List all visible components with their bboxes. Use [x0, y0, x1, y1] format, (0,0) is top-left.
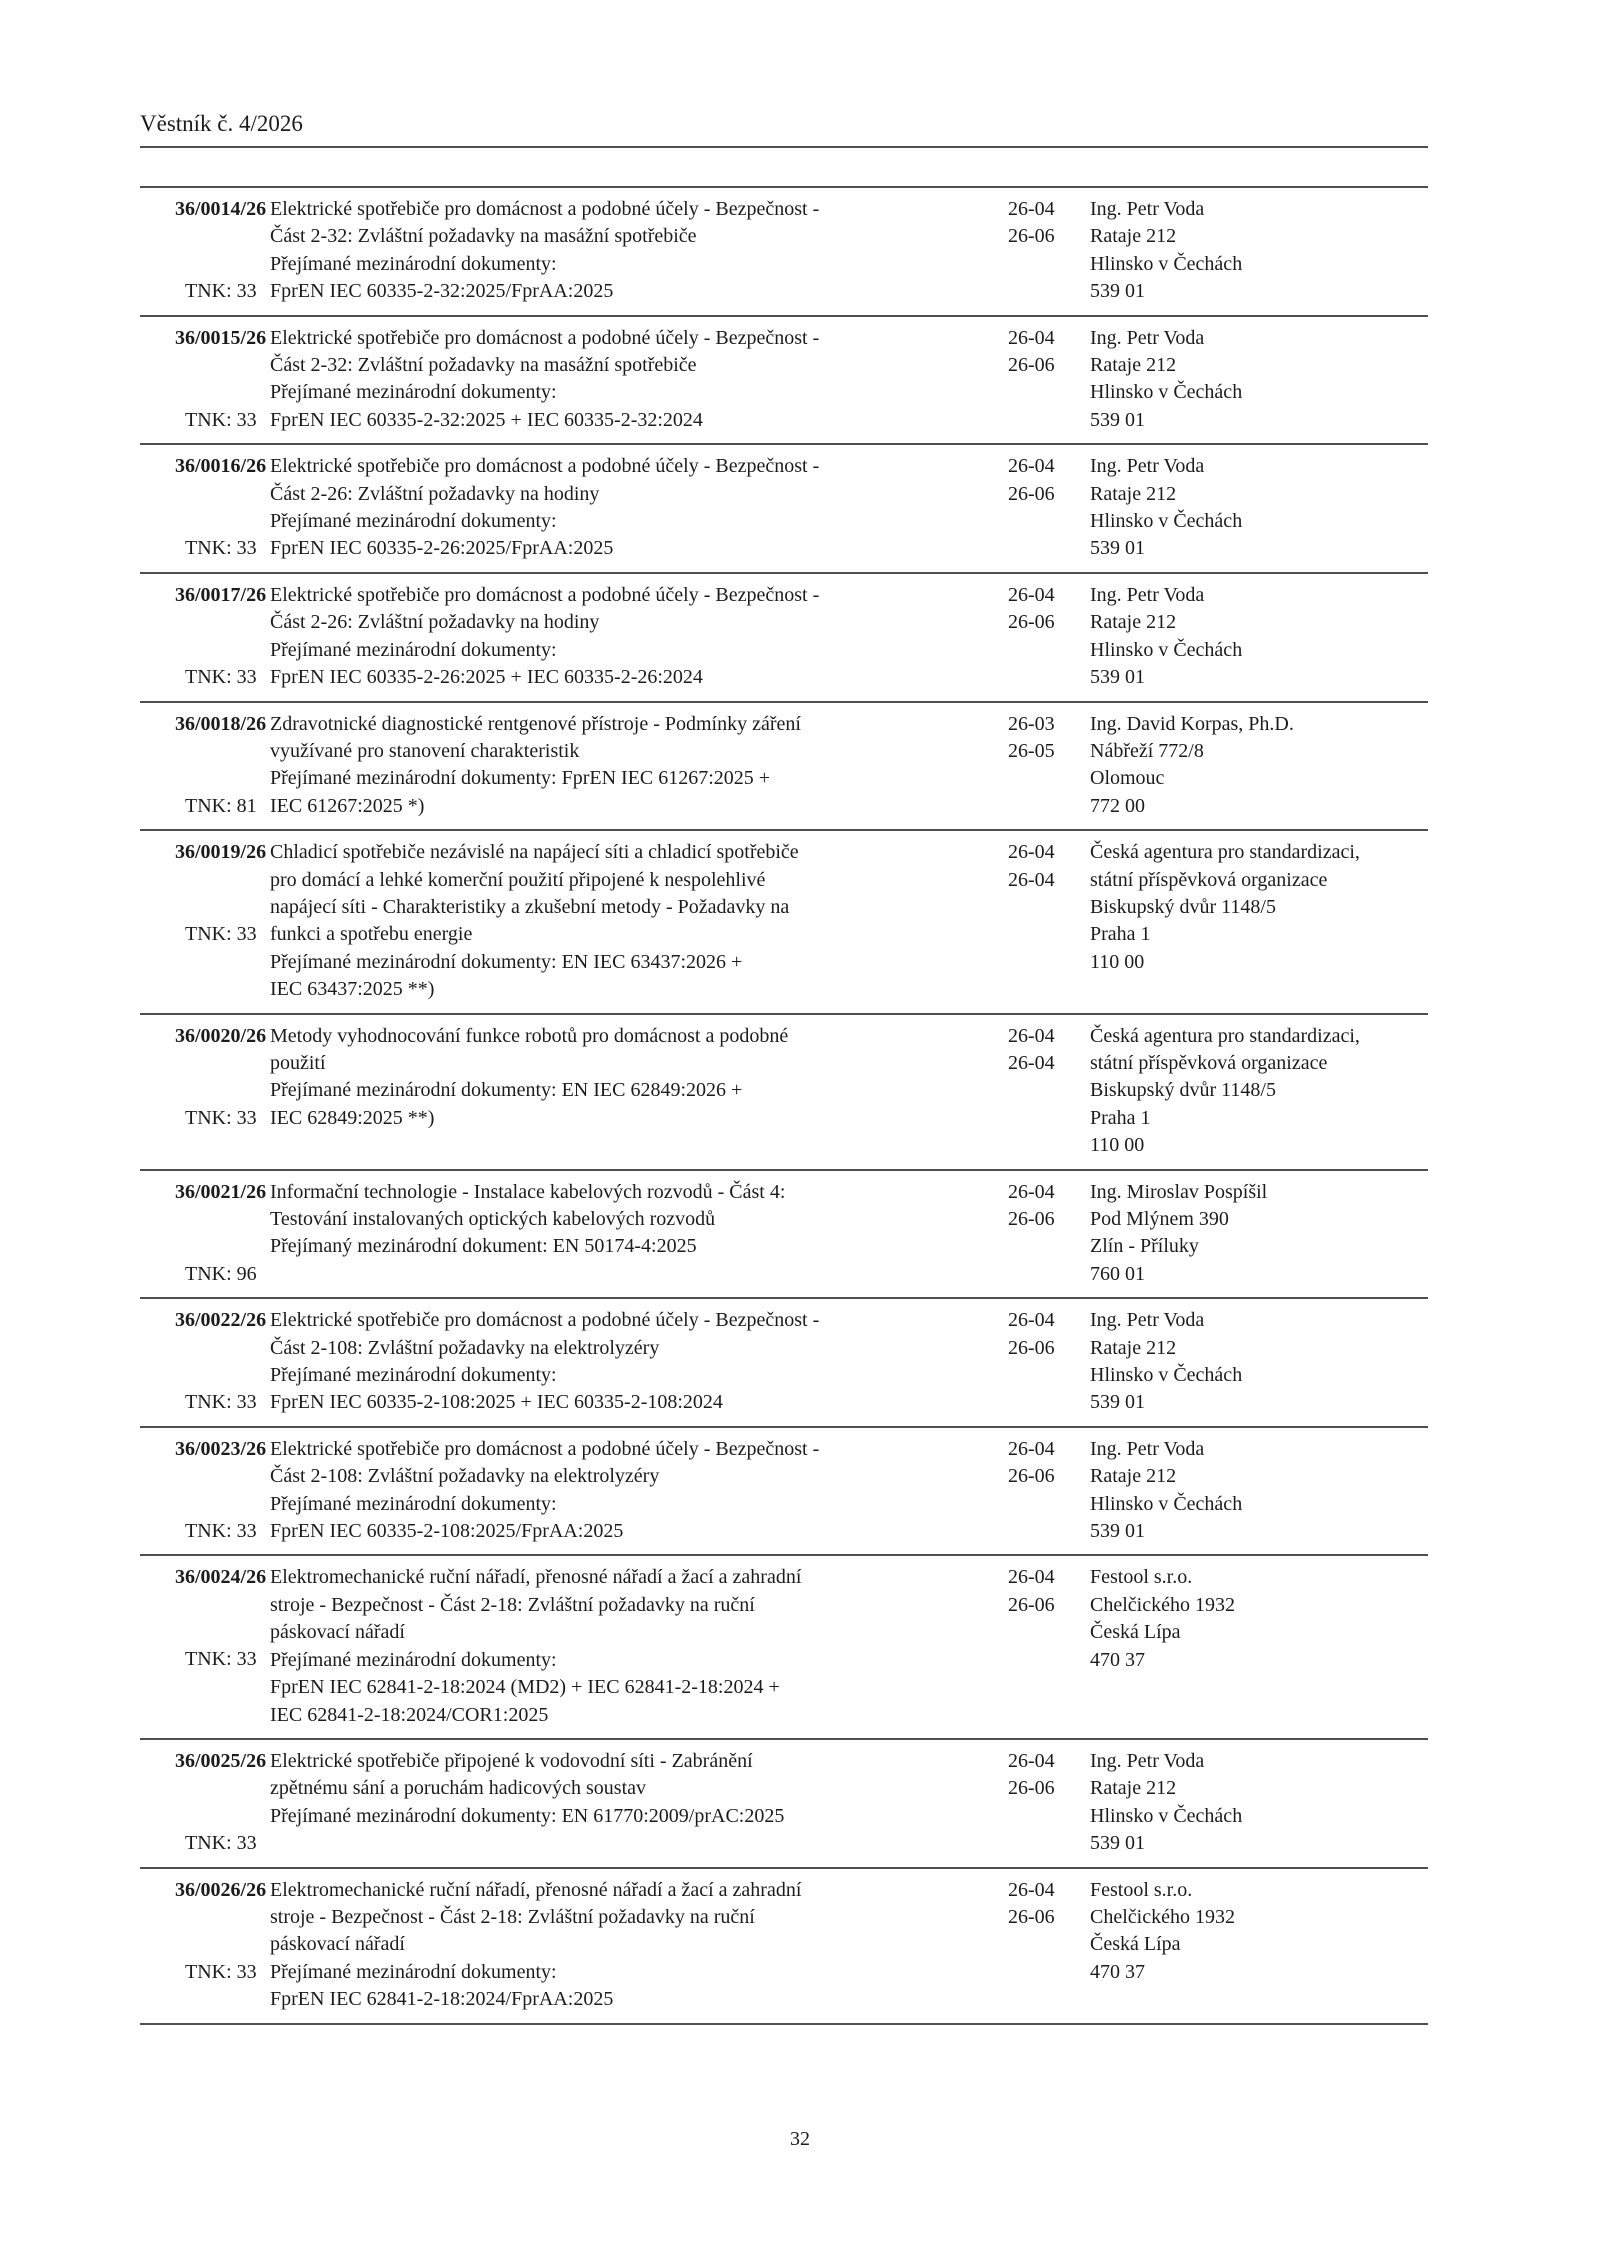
entry-tnk: TNK: 33: [185, 1648, 257, 1671]
entry-contact: [1090, 711, 1428, 821]
entry-description: [270, 1748, 1008, 1858]
text-line: pro domácí a lehké komerční použití připojené k nespolehlivé: [270, 868, 766, 891]
text-line: Česká Lípa: [1090, 1933, 1181, 1956]
text-line: funkci a spotřebu energie: [270, 923, 473, 946]
text-line: Část 2-32: Zvláštní požadavky na masážní spotřebiče: [270, 354, 697, 377]
text-line: Hlinsko v Čechách: [1090, 1492, 1243, 1515]
entry-tnk: TNK: 33: [185, 1960, 257, 1983]
entry-tnk: TNK: 33: [185, 1831, 257, 1854]
entry-number: 36/0024/26: [175, 1566, 267, 1589]
text-line: 539 01: [1090, 1832, 1145, 1855]
text-line: Část 2-108: Zvláštní požadavky na elektrolyzéry: [270, 1336, 660, 1359]
text-line: Část 2-26: Zvláštní požadavky na hodiny: [270, 482, 600, 505]
text-line: Přejímané mezinárodní dokumenty:: [270, 638, 557, 661]
entry-dates: [1008, 1436, 1090, 1546]
text-line: 26-06: [1008, 482, 1055, 505]
entry-tnk: TNK: 96: [185, 1262, 257, 1285]
text-line: Část 2-32: Zvláštní požadavky na masážní spotřebiče: [270, 225, 697, 248]
text-line: Ing. Petr Voda: [1090, 1309, 1205, 1332]
text-line: Ing. Petr Voda: [1090, 455, 1205, 478]
text-line: Přejímaný mezinárodní dokument: EN 50174-4:2025: [270, 1235, 697, 1258]
text-line: Přejímané mezinárodní dokumenty: EN IEC 63437:2026 +: [270, 950, 743, 973]
text-line: 26-05: [1008, 739, 1055, 762]
text-line: 539 01: [1090, 1391, 1145, 1414]
text-line: Olomouc: [1090, 767, 1165, 790]
entry-number: 36/0020/26: [175, 1024, 267, 1047]
text-line: Ing. Petr Voda: [1090, 1437, 1205, 1460]
text-line: 26-03: [1008, 712, 1055, 735]
document-sheet: [140, 0, 1428, 2025]
text-line: Přejímané mezinárodní dokumenty:: [270, 1492, 557, 1515]
entries-table: [140, 186, 1428, 2025]
text-line: 539 01: [1090, 1520, 1145, 1543]
text-line: Ing. Petr Voda: [1090, 583, 1205, 606]
text-line: Ing. Petr Voda: [1090, 1749, 1205, 1772]
text-line: páskovací nářadí: [270, 1621, 405, 1644]
text-line: Hlinsko v Čechách: [1090, 252, 1243, 275]
table-row: [140, 703, 1428, 832]
text-line: 26-04: [1008, 455, 1055, 478]
entry-description: [270, 582, 1008, 692]
text-line: 470 37: [1090, 1960, 1145, 1983]
table-row: [140, 1869, 1428, 2025]
text-line: Testování instalovaných optických kabelových rozvodů: [270, 1208, 716, 1230]
text-line: Metody vyhodnocování funkce robotů pro domácnost a podobné: [270, 1024, 789, 1047]
entry-dates: [1008, 453, 1090, 563]
entry-description: [270, 1564, 1008, 1728]
entry-contact: [1090, 1179, 1428, 1289]
entry-contact: [1090, 1877, 1428, 2014]
text-line: Přejímané mezinárodní dokumenty:: [270, 510, 557, 533]
table-row: [140, 1171, 1428, 1300]
entry-tnk: TNK: 33: [185, 1391, 257, 1414]
text-line: Přejímané mezinárodní dokumenty: FprEN IEC 61267:2025 +: [270, 767, 771, 790]
text-line: 772 00: [1090, 794, 1145, 817]
entry-id-cell: [140, 582, 270, 692]
text-line: Elektrické spotřebiče pro domácnost a podobné účely - Bezpečnost -: [270, 1309, 820, 1332]
text-line: použití: [270, 1051, 326, 1074]
entry-number: 36/0014/26: [175, 198, 267, 220]
table-row: [140, 445, 1428, 574]
entry-tnk: TNK: 33: [185, 923, 257, 946]
text-line: Elektrické spotřebiče připojené k vodovodní síti - Zabránění: [270, 1749, 753, 1772]
text-line: 26-04: [1008, 868, 1055, 891]
text-line: Česká agentura pro standardizaci,: [1090, 841, 1360, 864]
text-line: Hlinsko v Čechách: [1090, 381, 1243, 404]
text-line: 26-04: [1008, 198, 1055, 220]
entry-id-cell: [140, 1877, 270, 2014]
text-line: Praha 1: [1090, 923, 1151, 946]
entry-number: 36/0021/26: [175, 1180, 267, 1203]
text-line: 26-06: [1008, 1905, 1055, 1928]
text-line: Praha 1: [1090, 1106, 1151, 1129]
text-line: 26-06: [1008, 1593, 1055, 1616]
entry-contact: [1090, 196, 1428, 306]
text-line: FprEN IEC 60335-2-26:2025 + IEC 60335-2-26:2024: [270, 666, 703, 689]
text-line: 539 01: [1090, 537, 1145, 560]
entry-id-cell: [140, 325, 270, 435]
text-line: 26-04: [1008, 1051, 1055, 1074]
text-line: 26-04: [1008, 1024, 1055, 1047]
text-line: Česká Lípa: [1090, 1621, 1181, 1644]
text-line: Přejímané mezinárodní dokumenty: EN IEC 62849:2026 +: [270, 1079, 743, 1102]
text-line: FprEN IEC 60335-2-108:2025/FprAA:2025: [270, 1520, 624, 1543]
text-line: 539 01: [1090, 280, 1145, 303]
text-line: Elektrické spotřebiče pro domácnost a podobné účely - Bezpečnost -: [270, 1437, 820, 1460]
text-line: využívané pro stanovení charakteristik: [270, 739, 580, 762]
entry-dates: [1008, 1023, 1090, 1160]
entry-contact: [1090, 325, 1428, 435]
table-row: [140, 1299, 1428, 1428]
text-line: 760 01: [1090, 1262, 1145, 1285]
text-line: Hlinsko v Čechách: [1090, 1364, 1243, 1387]
text-line: páskovací nářadí: [270, 1933, 405, 1956]
text-line: Ing. Miroslav Pospíšil: [1090, 1180, 1268, 1203]
entry-description: [270, 1023, 1008, 1160]
entry-description: [270, 453, 1008, 563]
text-line: Biskupský dvůr 1148/5: [1090, 895, 1276, 918]
entry-number: 36/0026/26: [175, 1878, 267, 1901]
entry-id-cell: [140, 196, 270, 306]
text-line: Přejímané mezinárodní dokumenty:: [270, 381, 557, 404]
entry-dates: [1008, 196, 1090, 306]
text-line: Česká agentura pro standardizaci,: [1090, 1024, 1360, 1047]
text-line: 26-04: [1008, 841, 1055, 864]
text-line: 539 01: [1090, 408, 1145, 431]
text-line: Elektrické spotřebiče pro domácnost a podobné účely - Bezpečnost -: [270, 455, 820, 478]
text-line: Festool s.r.o.: [1090, 1566, 1193, 1589]
text-line: 26-04: [1008, 326, 1055, 349]
text-line: 26-04: [1008, 1180, 1055, 1203]
text-line: zpětnému sání a poruchám hadicových soustav: [270, 1777, 646, 1800]
text-line: FprEN IEC 60335-2-32:2025/FprAA:2025: [270, 280, 614, 303]
text-line: Rataje 212: [1090, 1336, 1177, 1359]
table-row: [140, 1740, 1428, 1869]
table-row: [140, 831, 1428, 1014]
text-line: Přejímané mezinárodní dokumenty: EN 61770:2009/prAC:2025: [270, 1804, 785, 1827]
entry-tnk: TNK: 81: [185, 794, 257, 817]
text-line: Chladicí spotřebiče nezávislé na napájecí síti a chladicí spotřebiče: [270, 841, 799, 864]
text-line: Ing. Petr Voda: [1090, 326, 1205, 349]
entry-dates: [1008, 1877, 1090, 2014]
entry-number: 36/0018/26: [175, 712, 267, 735]
entry-id-cell: [140, 453, 270, 563]
entry-number: 36/0023/26: [175, 1437, 267, 1460]
entry-description: [270, 711, 1008, 821]
text-line: 470 37: [1090, 1648, 1145, 1671]
entry-number: 36/0025/26: [175, 1749, 267, 1772]
text-line: Ing. Petr Voda: [1090, 198, 1205, 220]
text-line: FprEN IEC 60335-2-32:2025 + IEC 60335-2-32:2024: [270, 408, 703, 431]
entry-id-cell: [140, 1748, 270, 1858]
text-line: Ing. David Korpas, Ph.D.: [1090, 712, 1294, 735]
table-row: [140, 1015, 1428, 1171]
text-line: FprEN IEC 62841-2-18:2024/FprAA:2025: [270, 1988, 614, 2011]
table-row: [140, 1428, 1428, 1557]
text-line: Rataje 212: [1090, 482, 1177, 505]
text-line: Rataje 212: [1090, 1465, 1177, 1488]
entry-id-cell: [140, 1564, 270, 1728]
entry-contact: [1090, 1564, 1428, 1728]
entry-description: [270, 196, 1008, 306]
text-line: FprEN IEC 60335-2-108:2025 + IEC 60335-2-108:2024: [270, 1391, 723, 1414]
text-line: Přejímané mezinárodní dokumenty:: [270, 1648, 557, 1671]
text-line: 26-04: [1008, 1878, 1055, 1901]
entry-description: [270, 839, 1008, 1003]
text-line: Pod Mlýnem 390: [1090, 1208, 1229, 1230]
text-line: 26-04: [1008, 583, 1055, 606]
entry-description: [270, 325, 1008, 435]
text-line: Rataje 212: [1090, 611, 1177, 634]
entry-tnk: TNK: 33: [185, 537, 257, 560]
entry-contact: [1090, 1748, 1428, 1858]
text-line: 26-06: [1008, 354, 1055, 377]
text-line: 26-06: [1008, 611, 1055, 634]
entry-contact: [1090, 582, 1428, 692]
text-line: IEC 62849:2025 **): [270, 1106, 435, 1129]
entry-contact: [1090, 839, 1428, 1003]
entry-contact: [1090, 453, 1428, 563]
text-line: IEC 63437:2025 **): [270, 978, 435, 1001]
entry-dates: [1008, 325, 1090, 435]
text-line: 539 01: [1090, 666, 1145, 689]
entry-dates: [1008, 1564, 1090, 1728]
text-line: Chelčického 1932: [1090, 1905, 1235, 1928]
entry-dates: [1008, 1748, 1090, 1858]
text-line: 26-06: [1008, 1208, 1055, 1230]
entry-tnk: TNK: 33: [185, 1519, 257, 1542]
entry-dates: [1008, 839, 1090, 1003]
page-number: 32: [790, 2128, 810, 2150]
text-line: 26-04: [1008, 1749, 1055, 1772]
text-line: státní příspěvková organizace: [1090, 868, 1328, 891]
entry-number: 36/0019/26: [175, 841, 267, 864]
text-line: státní příspěvková organizace: [1090, 1051, 1328, 1074]
text-line: Zdravotnické diagnostické rentgenové přístroje - Podmínky záření: [270, 712, 801, 735]
text-line: Elektrické spotřebiče pro domácnost a podobné účely - Bezpečnost -: [270, 326, 820, 349]
text-line: 26-06: [1008, 1336, 1055, 1359]
text-line: IEC 61267:2025 *): [270, 794, 425, 817]
text-line: 110 00: [1090, 950, 1145, 973]
entry-dates: [1008, 1307, 1090, 1417]
entry-id-cell: [140, 1307, 270, 1417]
text-line: Informační technologie - Instalace kabelových rozvodů - Část 4:: [270, 1180, 786, 1203]
text-line: FprEN IEC 62841-2-18:2024 (MD2) + IEC 62841-2-18:2024 +: [270, 1676, 780, 1699]
entry-number: 36/0015/26: [175, 326, 267, 349]
entry-tnk: TNK: 33: [185, 665, 257, 688]
text-line: Přejímané mezinárodní dokumenty:: [270, 252, 557, 275]
entry-id-cell: [140, 1436, 270, 1546]
entry-id-cell: [140, 711, 270, 821]
text-line: 26-04: [1008, 1437, 1055, 1460]
entry-description: [270, 1877, 1008, 2014]
text-line: Rataje 212: [1090, 354, 1177, 377]
text-line: 26-06: [1008, 1465, 1055, 1488]
entry-tnk: TNK: 33: [185, 280, 257, 302]
text-line: Festool s.r.o.: [1090, 1878, 1193, 1901]
text-line: 110 00: [1090, 1134, 1145, 1157]
text-line: Nábřeží 772/8: [1090, 739, 1204, 762]
table-row: [140, 317, 1428, 446]
text-line: Zlín - Příluky: [1090, 1235, 1199, 1258]
entry-dates: [1008, 711, 1090, 821]
entry-id-cell: [140, 1179, 270, 1289]
entry-tnk: TNK: 33: [185, 408, 257, 431]
text-line: Elektrické spotřebiče pro domácnost a podobné účely - Bezpečnost -: [270, 198, 820, 220]
text-line: Rataje 212: [1090, 1777, 1177, 1800]
entry-contact: [1090, 1307, 1428, 1417]
entry-description: [270, 1179, 1008, 1289]
page-title: Věstník č. 4/2026: [140, 110, 1428, 148]
text-line: napájecí síti - Charakteristiky a zkušební metody - Požadavky na: [270, 895, 790, 918]
text-line: Rataje 212: [1090, 225, 1177, 248]
text-line: Přejímané mezinárodní dokumenty:: [270, 1960, 557, 1983]
text-line: 26-04: [1008, 1309, 1055, 1332]
text-line: stroje - Bezpečnost - Část 2-18: Zvláštní požadavky na ruční: [270, 1593, 755, 1616]
table-row: [140, 574, 1428, 703]
entry-tnk: TNK: 33: [185, 1106, 257, 1129]
entry-dates: [1008, 582, 1090, 692]
text-line: IEC 62841-2-18:2024/COR1:2025: [270, 1703, 549, 1726]
text-line: Elektrické spotřebiče pro domácnost a podobné účely - Bezpečnost -: [270, 583, 820, 606]
text-line: Přejímané mezinárodní dokumenty:: [270, 1364, 557, 1387]
entry-contact: [1090, 1436, 1428, 1546]
text-line: Biskupský dvůr 1148/5: [1090, 1079, 1276, 1102]
entry-contact: [1090, 1023, 1428, 1160]
text-line: 26-06: [1008, 225, 1055, 248]
table-row: [140, 188, 1428, 317]
text-line: Hlinsko v Čechách: [1090, 638, 1243, 661]
text-line: Část 2-108: Zvláštní požadavky na elektrolyzéry: [270, 1465, 660, 1488]
text-line: Hlinsko v Čechách: [1090, 1804, 1243, 1827]
text-line: 26-06: [1008, 1777, 1055, 1800]
text-line: 26-04: [1008, 1566, 1055, 1589]
text-line: FprEN IEC 60335-2-26:2025/FprAA:2025: [270, 537, 614, 560]
entry-id-cell: [140, 1023, 270, 1160]
entry-number: 36/0016/26: [175, 455, 267, 478]
entry-number: 36/0022/26: [175, 1309, 267, 1332]
table-row: [140, 1556, 1428, 1739]
entry-description: [270, 1436, 1008, 1546]
entry-description: [270, 1307, 1008, 1417]
text-line: Část 2-26: Zvláštní požadavky na hodiny: [270, 611, 600, 634]
text-line: Elektromechanické ruční nářadí, přenosné nářadí a žací a zahradní: [270, 1878, 802, 1901]
entry-number: 36/0017/26: [175, 583, 267, 606]
text-line: stroje - Bezpečnost - Část 2-18: Zvláštní požadavky na ruční: [270, 1905, 755, 1928]
text-line: Hlinsko v Čechách: [1090, 510, 1243, 533]
text-line: Elektromechanické ruční nářadí, přenosné nářadí a žací a zahradní: [270, 1566, 802, 1589]
entry-dates: [1008, 1179, 1090, 1289]
entry-id-cell: [140, 839, 270, 1003]
text-line: Chelčického 1932: [1090, 1593, 1235, 1616]
